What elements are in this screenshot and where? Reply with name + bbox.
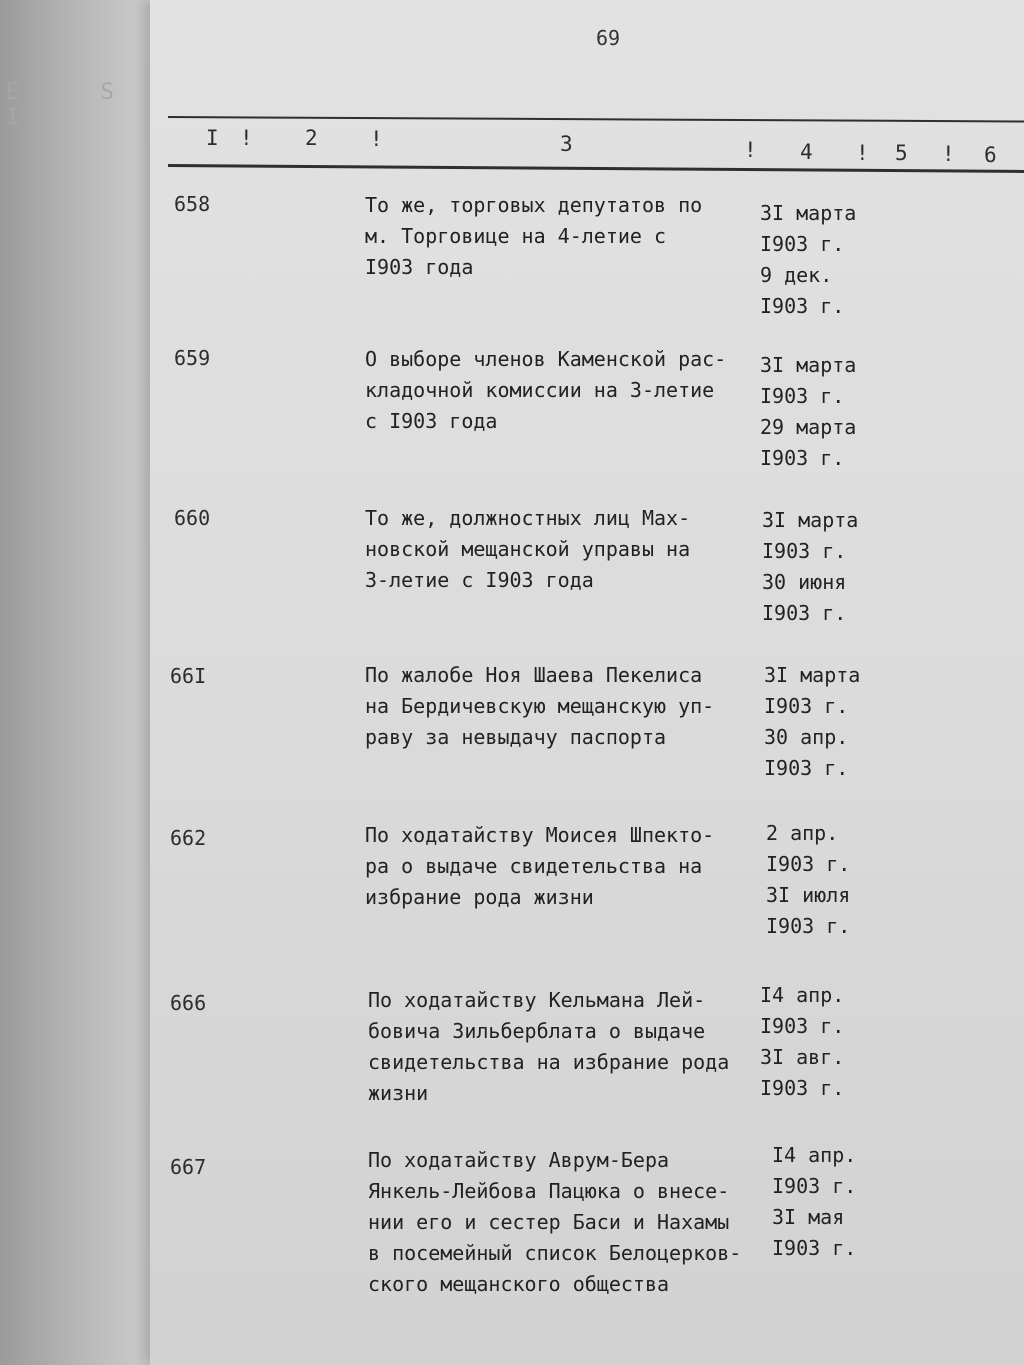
- entry-description: [368, 1145, 768, 1300]
- entry-dates: [764, 660, 884, 784]
- entry-description: [365, 503, 765, 596]
- description-line: ского мещанского общества: [368, 1272, 670, 1296]
- description-line: Янкель-Лейбова Пацюка о внесе-: [368, 1179, 730, 1203]
- entry-number: 660: [174, 506, 211, 530]
- end-date: 3I июля: [766, 883, 851, 907]
- entry-dates: [760, 198, 880, 322]
- binding-marks: E S I: [6, 80, 148, 130]
- entry-dates: [772, 1140, 892, 1264]
- entry-number: 667: [170, 1155, 207, 1179]
- column-header-5: 5: [895, 141, 908, 165]
- start-year: I903 г.: [766, 852, 851, 876]
- description-line: По жалобе Ноя Шаева Пекелиса: [365, 663, 703, 687]
- column-header-1: I: [206, 126, 219, 150]
- entry-description: [368, 985, 768, 1109]
- start-year: I903 г.: [772, 1174, 857, 1198]
- page-number: 69: [596, 26, 621, 50]
- description-line: новской мещанской управы на: [365, 537, 691, 561]
- end-year: I903 г.: [762, 601, 847, 625]
- description-line: То же, должностных лиц Мах-: [365, 506, 691, 530]
- description-line: По ходатайству Кельмана Лей-: [368, 988, 706, 1012]
- previous-page-edge: [0, 0, 175, 1365]
- end-date: 3I мая: [772, 1205, 845, 1229]
- start-date: I4 апр.: [772, 1143, 857, 1167]
- entry-number: 659: [174, 346, 211, 370]
- column-header-2: 2: [305, 126, 318, 150]
- column-separator: !: [856, 141, 869, 165]
- entry-dates: [766, 818, 886, 942]
- description-line: О выборе членов Каменской рас-: [365, 347, 727, 371]
- entry-number: 66I: [170, 664, 207, 688]
- description-line: ра о выдаче свидетельства на: [365, 854, 703, 878]
- entry-description: [365, 190, 765, 283]
- start-year: I903 г.: [762, 539, 847, 563]
- entry-dates: [760, 980, 880, 1104]
- start-year: I903 г.: [764, 694, 849, 718]
- entry-description: [365, 660, 765, 753]
- start-year: I903 г.: [760, 384, 845, 408]
- description-line: избрание рода жизни: [365, 885, 594, 909]
- description-line: свидетельства на избрание рода: [368, 1050, 730, 1074]
- description-line: раву за невыдачу паспорта: [365, 725, 667, 749]
- end-date: 30 июня: [762, 570, 847, 594]
- end-date: 3I авг.: [760, 1045, 845, 1069]
- entry-number: 658: [174, 192, 211, 216]
- start-year: I903 г.: [760, 232, 845, 256]
- column-header-3: 3: [560, 132, 573, 156]
- description-line: жизни: [368, 1081, 429, 1105]
- description-line: с I903 года: [365, 409, 498, 433]
- description-line: бовича Зильберблата о выдаче: [368, 1019, 706, 1043]
- start-year: I903 г.: [760, 1014, 845, 1038]
- description-line: в посемейный список Белоцерков-: [368, 1241, 742, 1265]
- description-line: I903 года: [365, 255, 474, 279]
- end-year: I903 г.: [760, 446, 845, 470]
- description-line: кладочной комиссии на 3-летие: [365, 378, 715, 402]
- start-date: 2 апр.: [766, 821, 839, 845]
- end-year: I903 г.: [760, 1076, 845, 1100]
- end-year: I903 г.: [764, 756, 849, 780]
- end-year: I903 г.: [766, 914, 851, 938]
- description-line: 3-летие с I903 года: [365, 568, 594, 592]
- start-date: 3I марта: [762, 508, 859, 532]
- start-date: 3I марта: [760, 353, 857, 377]
- column-header-4: 4: [800, 140, 813, 164]
- end-date: 9 дек.: [760, 263, 833, 287]
- entry-description: [365, 344, 765, 437]
- entry-number: 662: [170, 826, 207, 850]
- entry-dates: [760, 350, 880, 474]
- entry-number: 666: [170, 991, 207, 1015]
- entry-dates: [762, 505, 882, 629]
- start-date: I4 апр.: [760, 983, 845, 1007]
- column-separator: !: [240, 126, 253, 150]
- column-separator: !: [744, 138, 757, 162]
- column-header-6: 6: [984, 143, 997, 167]
- end-date: 30 апр.: [764, 725, 849, 749]
- description-line: нии его и сестер Баси и Нахамы: [368, 1210, 730, 1234]
- description-line: на Бердичевскую мещанскую уп-: [365, 694, 715, 718]
- end-year: I903 г.: [772, 1236, 857, 1260]
- description-line: То же, торговых депутатов по: [365, 193, 703, 217]
- start-date: 3I марта: [764, 663, 861, 687]
- entry-description: [365, 820, 765, 913]
- column-separator: !: [942, 142, 955, 166]
- description-line: По ходатайству Аврум-Бера: [368, 1148, 670, 1172]
- end-year: I903 г.: [760, 294, 845, 318]
- description-line: м. Торговице на 4-летие с: [365, 224, 667, 248]
- column-separator: !: [370, 127, 383, 151]
- description-line: По ходатайству Моисея Шпекто-: [365, 823, 715, 847]
- start-date: 3I марта: [760, 201, 857, 225]
- end-date: 29 марта: [760, 415, 857, 439]
